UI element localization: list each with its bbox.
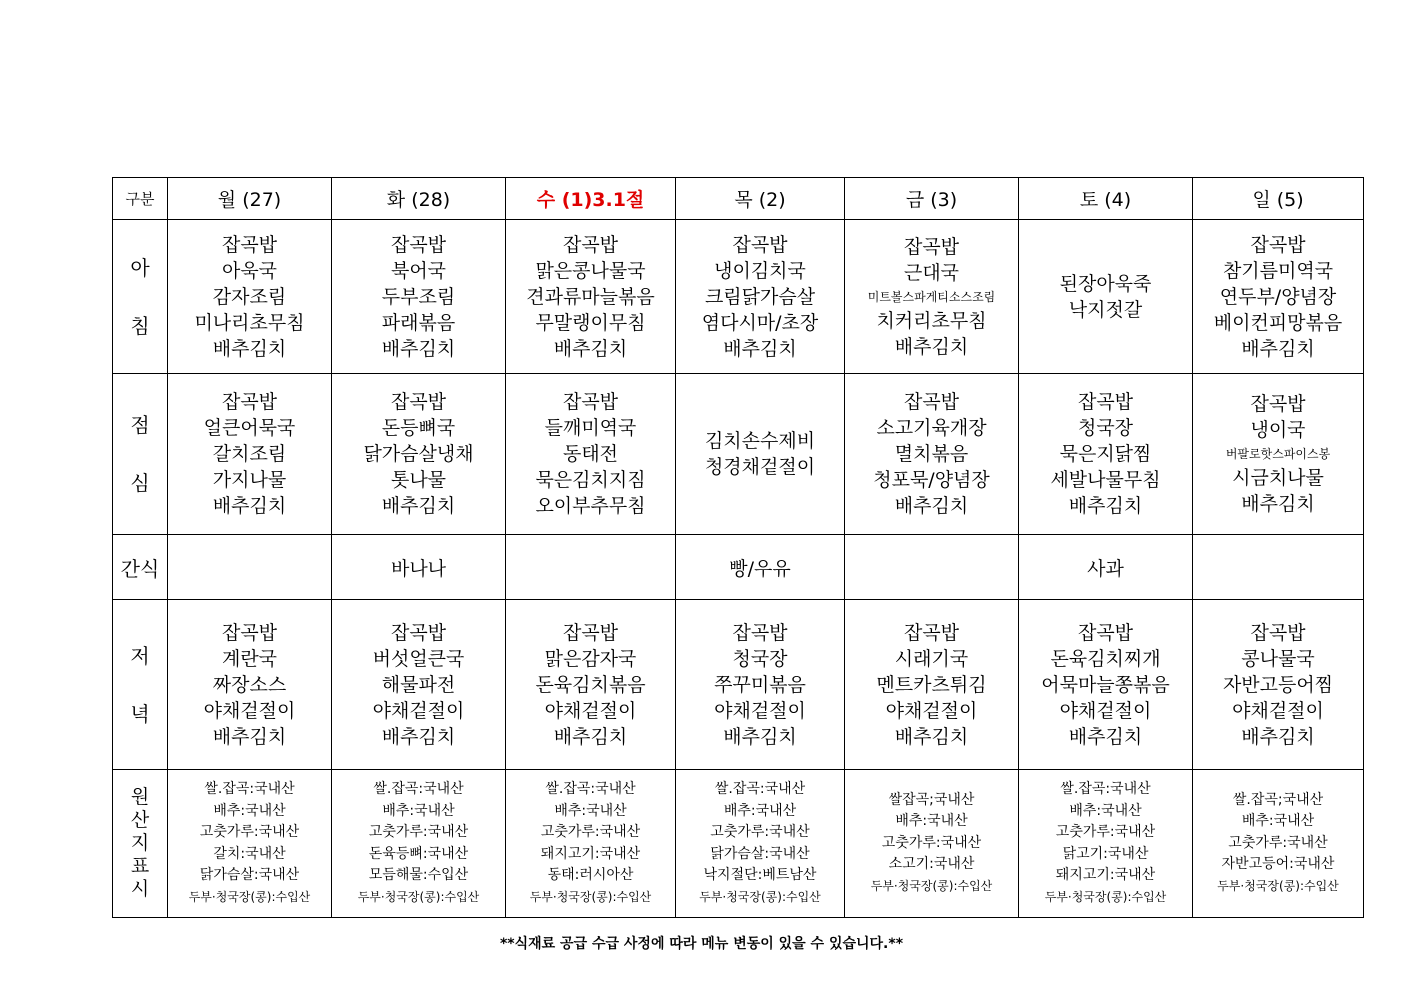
meal-cell: 잡곡밥 아욱국 감자조림 미나리초무침 배추김치 — [168, 220, 332, 374]
day-header: 목 (2) — [676, 178, 845, 220]
snack-cell — [168, 535, 332, 600]
meal-cell: 된장아욱죽 낙지젓갈 — [1019, 220, 1193, 374]
dinner-label: 저 녁 — [113, 600, 168, 770]
snack-row — [113, 535, 1364, 600]
meal-cell: 잡곡밥 얼큰어묵국 갈치조림 가지나물 배추김치 — [168, 374, 332, 535]
meal-cell: 잡곡밥 시래기국 멘트카츠튀김 야채겉절이 배추김치 — [845, 600, 1019, 770]
day-header: 토 (4) — [1019, 178, 1193, 220]
snack-cell: 바나나 — [332, 535, 506, 600]
day-header: 화 (28) — [332, 178, 506, 220]
snack-cell — [506, 535, 676, 600]
origin-cell: 쌀.잡곡;국내산 배추:국내산 고춧가루:국내산 자반고등어:국내산 두부·청국장(콩):수입산 — [1193, 770, 1364, 918]
origin-cell: 쌀잡곡;국내산 배추:국내산 고춧가루:국내산 소고기:국내산 두부·청국장(콩):수입산 — [845, 770, 1019, 918]
day-header: 월 (27) — [168, 178, 332, 220]
meal-cell: 잡곡밥 참기름미역국 연두부/양념장 베이컨피망볶음 배추김치 — [1193, 220, 1364, 374]
origin-cell: 쌀.잡곡:국내산 배추:국내산 고춧가루:국내산 갈치:국내산 닭가슴살:국내산 두부·청국장(콩):수입산 — [168, 770, 332, 918]
weekly-menu-table — [112, 177, 1364, 918]
header-row — [113, 178, 1364, 220]
meal-cell: 잡곡밥 청국장 쭈꾸미볶음 야채겉절이 배추김치 — [676, 600, 845, 770]
meal-cell: 잡곡밥 계란국 짜장소스 야채겉절이 배추김치 — [168, 600, 332, 770]
header-label: 구분 — [113, 178, 168, 220]
meal-cell: 김치손수제비 청경채겉절이 — [676, 374, 845, 535]
snack-cell — [845, 535, 1019, 600]
snack-cell: 빵/우유 — [676, 535, 845, 600]
day-header: 금 (3) — [845, 178, 1019, 220]
snack-cell: 사과 — [1019, 535, 1193, 600]
origin-cell: 쌀.잡곡:국내산 배추:국내산 고춧가루:국내산 돼지고기:국내산 동태:러시아산 두부·청국장(콩):수입산 — [506, 770, 676, 918]
meal-cell: 잡곡밥 냉이김치국 크림닭가슴살 염다시마/초장 배추김치 — [676, 220, 845, 374]
origin-cell: 쌀.잡곡:국내산 배추:국내산 고춧가루:국내산 닭가슴살:국내산 낙지절단:베트남산 두부·청국장(콩):수입산 — [676, 770, 845, 918]
meal-cell: 잡곡밥 돈등뼈국 닭가슴살냉채 톳나물 배추김치 — [332, 374, 506, 535]
meal-cell: 잡곡밥 맑은콩나물국 견과류마늘볶음 무말랭이무침 배추김치 — [506, 220, 676, 374]
meal-cell: 잡곡밥 북어국 두부조림 파래볶음 배추김치 — [332, 220, 506, 374]
day-header: 일 (5) — [1193, 178, 1364, 220]
meal-cell: 잡곡밥 소고기육개장 멸치볶음 청포묵/양념장 배추김치 — [845, 374, 1019, 535]
origin-row — [113, 770, 1364, 918]
meal-cell: 잡곡밥 버섯얼큰국 해물파전 야채겉절이 배추김치 — [332, 600, 506, 770]
meal-cell: 잡곡밥 청국장 묵은지닭찜 세발나물무침 배추김치 — [1019, 374, 1193, 535]
snack-label: 간식 — [113, 535, 168, 600]
origin-label: 원 산 지 표 시 — [113, 770, 168, 918]
origin-cell: 쌀.잡곡:국내산 배추:국내산 고춧가루:국내산 닭고기:국내산 돼지고기:국내산 두부·청국장(콩):수입산 — [1019, 770, 1193, 918]
breakfast-row — [113, 220, 1364, 374]
lunch-label: 점 심 — [113, 374, 168, 535]
snack-cell — [1193, 535, 1364, 600]
day-header-holiday: 수 (1)3.1절 — [506, 178, 676, 220]
meal-cell: 잡곡밥 맑은감자국 돈육김치볶음 야채겉절이 배추김치 — [506, 600, 676, 770]
origin-cell: 쌀.잡곡:국내산 배추:국내산 고춧가루:국내산 돈육등뼈:국내산 모듬해물:수입산 두부·청국장(콩):수입산 — [332, 770, 506, 918]
meal-cell: 잡곡밥 냉이국 버팔로핫스파이스봉 시금치나물 배추김치 — [1193, 374, 1364, 535]
menu-change-notice: **식재료 공급 수급 사정에 따라 메뉴 변동이 있을 수 있습니다.** — [499, 936, 904, 952]
meal-cell: 잡곡밥 콩나물국 자반고등어찜 야채겉절이 배추김치 — [1193, 600, 1364, 770]
dinner-row — [113, 600, 1364, 770]
meal-cell: 잡곡밥 근대국 미트볼스파게티소스조림 치커리초무침 배추김치 — [845, 220, 1019, 374]
meal-cell: 잡곡밥 돈육김치찌개 어묵마늘쫑볶음 야채겉절이 배추김치 — [1019, 600, 1193, 770]
lunch-row — [113, 374, 1364, 535]
meal-cell: 잡곡밥 들깨미역국 동태전 묵은김치지짐 오이부추무침 — [506, 374, 676, 535]
breakfast-label: 아 침 — [113, 220, 168, 374]
